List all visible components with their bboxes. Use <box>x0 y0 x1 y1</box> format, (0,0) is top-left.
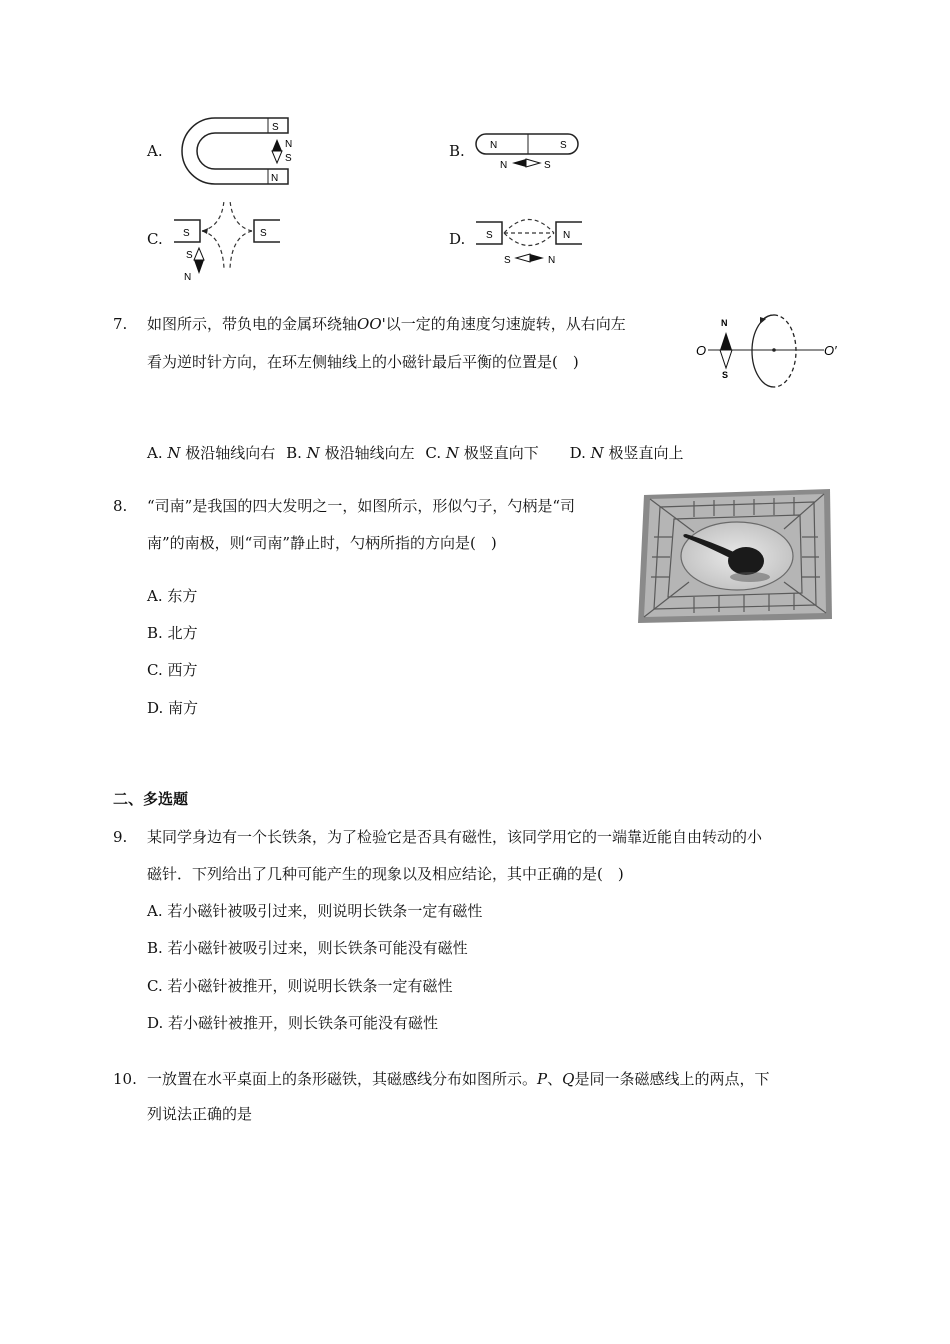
option-c: C. 若小磁针被推开，则说明长铁条一定有磁性 <box>147 977 453 995</box>
question-text-line-2: 南”的南极，则“司南”静止时，勺柄所指的方向是( ) <box>147 534 497 552</box>
option-a: A. 东方 <box>147 587 198 605</box>
pole-label-s: S <box>260 228 267 239</box>
needle-label-s: S <box>722 370 729 380</box>
needle-label-s: S <box>504 255 511 266</box>
needle-label-n: N <box>721 318 728 328</box>
question-number: 9. <box>113 828 128 846</box>
bar-magnet-diagram <box>474 132 584 174</box>
pole-label-s: S <box>486 230 493 241</box>
question-text-line-1: 某同学身边有一个长铁条，为了检验它是否具有磁性，该同学用它的一端靠近能自由转动的小 <box>147 828 763 846</box>
horseshoe-magnet-diagram <box>170 115 300 187</box>
question-text-line-1: “司南”是我国的四大发明之一，如图所示，形似勺子，勺柄是“司 <box>147 497 576 515</box>
pole-label-n: N <box>563 230 571 241</box>
needle-label-n: N <box>184 272 192 283</box>
pole-label-s: S <box>272 122 279 133</box>
question-number: 7. <box>113 315 128 333</box>
option-b: B. 若小磁针被吸引过来，则长铁条可能没有磁性 <box>147 939 468 957</box>
text: 以一定的角速度匀速旋转，从右向左 <box>385 315 626 333</box>
option-d: D. 南方 <box>147 699 199 717</box>
option-d: D. N 极竖直向上 <box>569 444 684 462</box>
option-a: A. N 极沿轴线向右 <box>147 444 276 462</box>
question-text-line-2: 磁针．下列给出了几种可能产生的现象以及相应结论，其中正确的是( ) <box>147 865 624 883</box>
question-text-line-2: 列说法正确的是 <box>147 1105 253 1123</box>
rotating-ring-figure <box>694 310 844 392</box>
text: 如图所示，带负电的金属环绕轴 <box>147 315 358 333</box>
option-d: D. 若小磁针被推开，则长铁条可能没有磁性 <box>147 1014 439 1032</box>
point-q: Q <box>562 1070 575 1088</box>
needle-label-n: N <box>548 255 556 266</box>
text: 、 <box>547 1070 563 1088</box>
question-text-line-1 <box>147 313 626 334</box>
point-p: P <box>537 1070 548 1088</box>
question-number: 10. <box>113 1070 137 1088</box>
option-label: B. <box>449 142 465 160</box>
q7-options <box>147 442 684 463</box>
option-label: A. <box>147 142 163 160</box>
pole-label-n: N <box>490 140 498 151</box>
unlike-poles-diagram <box>474 212 586 268</box>
text: 是同一条磁感线上的两点，下 <box>574 1070 770 1088</box>
needle-label-s: S <box>544 160 551 171</box>
option-b: B. N 极沿轴线向左 <box>286 444 415 462</box>
like-poles-diagram <box>172 196 284 284</box>
pole-label-n: N <box>271 173 279 184</box>
axis-symbol: OO' <box>357 315 386 333</box>
option-a: A. 若小磁针被吸引过来，则说明长铁条一定有磁性 <box>147 902 483 920</box>
sinan-compass-photo <box>634 487 834 625</box>
question-number: 8. <box>113 497 128 515</box>
axis-label-o-prime: O′ <box>824 343 837 358</box>
question-text-line-1 <box>147 1068 769 1089</box>
option-label: C. <box>147 230 163 248</box>
needle-label-s: S <box>186 250 193 261</box>
needle-label-n: N <box>285 139 293 150</box>
pole-label-s: S <box>183 228 190 239</box>
option-c: C. 西方 <box>147 661 198 679</box>
needle-label-s: S <box>285 153 292 164</box>
option-c: C. N 极竖直向下 <box>425 444 539 462</box>
axis-label-o: O <box>696 343 707 358</box>
pole-label-s: S <box>560 140 567 151</box>
text: 一放置在水平桌面上的条形磁铁，其磁感线分布如图所示。 <box>147 1070 538 1088</box>
option-b: B. 北方 <box>147 624 198 642</box>
option-label: D. <box>449 230 466 248</box>
section-heading: 二、多选题 <box>113 790 189 808</box>
question-text-line-2: 看为逆时针方向，在环左侧轴线上的小磁针最后平衡的位置是( ) <box>147 353 579 371</box>
needle-label-n: N <box>500 160 508 171</box>
